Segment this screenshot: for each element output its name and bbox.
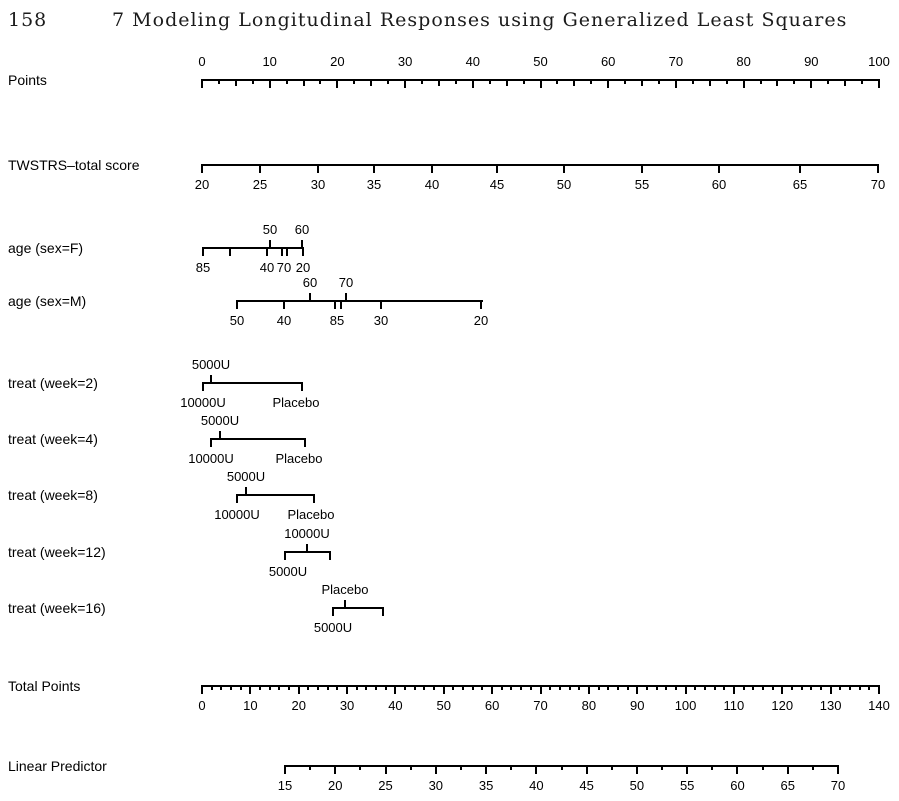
axis-value-label: 5000U [200,413,240,428]
axis-value-label: 55 [634,177,650,192]
major-tick [685,686,687,694]
axis-label-age-sex-m: age (sex=M) [8,293,87,309]
axis-value-label: 10000U [180,395,226,410]
axis-tick [219,431,221,439]
axis-value-label: 30 [373,313,389,328]
major-tick [443,686,445,694]
axis-tick [236,495,238,503]
major-tick [607,80,609,88]
axis-value-label: 10000U [214,507,260,522]
minor-tick [523,80,525,84]
axis-label-treat-week-8: treat (week=8) [8,487,98,503]
axis-tick [332,608,334,616]
axis-value-label: 30 [310,177,326,192]
axis-tick [281,248,283,256]
axis-label-treat-week-2: treat (week=2) [8,375,98,391]
axis-tick [496,165,498,173]
axis-tick [302,248,304,256]
minor-tick [694,686,696,690]
axis-value-label: 60 [730,778,745,793]
axis-value-label: 40 [465,54,481,69]
axis-value-label: 120 [771,698,794,713]
minor-tick [752,686,754,690]
axis-tick [334,301,336,309]
minor-tick [252,80,254,84]
minor-tick [211,686,213,690]
minor-tick [762,766,764,770]
minor-tick [307,686,309,690]
axis-value-label: 50 [629,778,645,793]
minor-tick [810,686,812,690]
axis-value-label: 70 [338,275,354,290]
minor-tick [278,686,280,690]
mid-tick [506,80,508,86]
axis-tick [229,248,231,256]
axis-line-treat-week-4 [210,438,306,440]
axis-tick [301,383,303,391]
minor-tick [617,686,619,690]
minor-tick [812,766,814,770]
axis-value-label: 20 [328,778,343,793]
axis-value-label: 15 [277,778,293,793]
major-tick [736,766,738,774]
minor-tick [530,686,532,690]
mid-tick [844,80,846,86]
axis-value-label: 5000U [191,357,231,372]
axis-value-label: 85 [195,260,211,275]
minor-tick [423,686,425,690]
minor-tick [723,686,725,690]
axis-line-treat-week-8 [236,494,315,496]
major-tick [385,766,387,774]
minor-tick [319,80,321,84]
axis-line-twstrs-total-score [201,164,879,166]
axis-value-label: 20 [330,54,345,69]
major-tick [284,766,286,774]
axis-tick [563,165,565,173]
axis-tick [286,248,288,256]
minor-tick [218,80,220,84]
major-tick [743,80,745,88]
major-tick [787,766,789,774]
major-tick [540,80,542,88]
axis-value-label: 5000U [313,620,353,635]
axis-value-label: 40 [388,698,403,713]
axis-value-label: 35 [366,177,382,192]
minor-tick [472,686,474,690]
axis-tick [284,552,286,560]
minor-tick [839,686,841,690]
axis-tick [373,165,375,173]
mid-tick [235,80,237,86]
minor-tick [569,686,571,690]
minor-tick [489,80,491,84]
axis-value-label: 60 [294,222,310,237]
axis-value-label: Placebo [321,582,369,597]
minor-tick [410,766,412,770]
major-tick [336,80,338,88]
mid-tick [438,80,440,86]
minor-tick [849,686,851,690]
minor-tick [259,686,261,690]
axis-value-label: 50 [229,313,245,328]
minor-tick [288,686,290,690]
major-tick [249,686,251,694]
axis-value-label: 20 [295,260,311,275]
minor-tick [220,686,222,690]
axis-label-treat-week-16: treat (week=16) [8,600,106,616]
axis-value-label: 20 [194,177,210,192]
major-tick [269,80,271,88]
minor-tick [861,80,863,84]
axis-value-label: 45 [489,177,505,192]
minor-tick [365,686,367,690]
axis-tick [799,165,801,173]
axis-value-label: 100 [868,54,890,69]
minor-tick [452,686,454,690]
axis-tick [480,301,482,309]
axis-tick [304,439,306,447]
major-tick [686,766,688,774]
axis-value-label: 30 [339,698,355,713]
axis-value-label: 60 [600,54,616,69]
axis-tick [236,301,238,309]
axis-tick [718,165,720,173]
axis-label-total-points: Total Points [8,678,81,694]
axis-tick [266,248,268,256]
minor-tick [460,766,462,770]
axis-label-linear-predictor: Linear Predictor [8,758,107,774]
axis-tick [380,301,382,309]
axis-tick [306,544,308,552]
minor-tick [501,686,503,690]
axis-value-label: 70 [870,177,886,192]
major-tick [201,80,203,88]
minor-tick [549,686,551,690]
axis-tick [431,165,433,173]
major-tick [675,80,677,88]
axis-value-label: 90 [804,54,819,69]
axis-tick [201,165,203,173]
axis-value-label: 50 [262,222,278,237]
axis-line-treat-week-16 [332,607,384,609]
minor-tick [801,686,803,690]
axis-value-label: 70 [830,778,846,793]
major-tick [201,686,203,694]
axis-value-label: 40 [424,177,440,192]
axis-tick [641,165,643,173]
minor-tick [385,686,387,690]
major-tick [878,80,880,88]
minor-tick [743,686,745,690]
minor-tick [309,766,311,770]
axis-tick [309,293,311,301]
axis-tick [245,487,247,495]
axis-value-label: 40 [259,260,275,275]
minor-tick [658,80,660,84]
major-tick [346,686,348,694]
minor-tick [868,686,870,690]
minor-tick [462,686,464,690]
minor-tick [692,80,694,84]
axis-value-label: Placebo [287,507,335,522]
axis-label-age-sex-f: age (sex=F) [8,240,84,256]
axis-value-label: 5000U [268,564,308,579]
axis-tick [313,495,315,503]
axis-label-twstrs-total-score: TWSTRS–total score [8,157,140,173]
minor-tick [375,686,377,690]
minor-tick [317,686,319,690]
axis-tick [202,248,204,256]
major-tick [435,766,437,774]
axis-value-label: 30 [397,54,413,69]
axis-value-label: 90 [629,698,645,713]
mid-tick [641,80,643,86]
axis-value-label: 25 [378,778,393,793]
axis-value-label: 45 [579,778,594,793]
minor-tick [598,686,600,690]
minor-tick [827,80,829,84]
minor-tick [607,686,609,690]
axis-value-label: 80 [581,698,597,713]
axis-value-label: 10000U [188,451,234,466]
major-tick [878,686,880,694]
axis-value-label: 50 [556,177,572,192]
axis-value-label: 70 [668,54,684,69]
axis-value-label: 65 [792,177,808,192]
minor-tick [793,80,795,84]
chapter-header: 7 Modeling Longitudinal Responses using Generalized Least Squares [112,9,848,31]
axis-value-label: 0 [198,54,206,69]
axis-line-age-sex-m [236,300,483,302]
axis-tick [345,293,347,301]
axis-tick [283,301,285,309]
minor-tick [624,80,626,84]
minor-tick [762,686,764,690]
axis-tick [210,375,212,383]
axis-value-label: 65 [780,778,795,793]
axis-value-label: 60 [484,698,500,713]
major-tick [588,686,590,694]
minor-tick [286,80,288,84]
mid-tick [709,80,711,86]
minor-tick [820,686,822,690]
minor-tick [772,686,774,690]
minor-tick [859,686,861,690]
page-number: 158 [8,9,48,31]
axis-tick [317,165,319,173]
axis-tick [329,552,331,560]
major-tick [334,766,336,774]
axis-label-treat-week-4: treat (week=4) [8,431,98,447]
major-tick [485,766,487,774]
minor-tick [556,80,558,84]
axis-line-age-sex-f [202,247,304,249]
minor-tick [414,686,416,690]
minor-tick [269,686,271,690]
axis-tick [344,600,346,608]
axis-value-label: 25 [252,177,268,192]
axis-label-treat-week-12: treat (week=12) [8,544,106,560]
axis-value-label: 100 [674,698,697,713]
minor-tick [791,686,793,690]
mid-tick [303,80,305,86]
mid-tick [776,80,778,86]
axis-tick [301,240,303,248]
axis-value-label: 80 [736,54,751,69]
minor-tick [240,686,242,690]
major-tick [733,686,735,694]
minor-tick [510,766,512,770]
minor-tick [481,686,483,690]
axis-value-label: 85 [329,313,345,328]
minor-tick [726,80,728,84]
axis-value-label: 30 [428,778,444,793]
axis-value-label: 110 [723,698,745,713]
axis-value-label: 10000U [284,526,330,541]
axis-value-label: 70 [276,260,292,275]
mid-tick [370,80,372,86]
axis-value-label: 140 [868,698,890,713]
major-tick [404,80,406,88]
minor-tick [714,686,716,690]
major-tick [781,686,783,694]
major-tick [636,766,638,774]
axis-value-label: 50 [533,54,548,69]
axis-tick [202,383,204,391]
axis-value-label: 40 [529,778,544,793]
minor-tick [510,686,512,690]
major-tick [810,80,812,88]
minor-tick [559,686,561,690]
minor-tick [711,766,713,770]
minor-tick [230,686,232,690]
axis-value-label: 40 [276,313,292,328]
axis-value-label: 130 [819,698,842,713]
axis-value-label: 60 [302,275,318,290]
axis-value-label: 20 [473,313,489,328]
minor-tick [336,686,338,690]
minor-tick [646,686,648,690]
major-tick [540,686,542,694]
axis-value-label: 70 [533,698,548,713]
minor-tick [661,766,663,770]
axis-value-label: 10 [262,54,277,69]
mid-tick [573,80,575,86]
minor-tick [353,80,355,84]
axis-tick [269,240,271,248]
minor-tick [675,686,677,690]
major-tick [636,686,638,694]
major-tick [298,686,300,694]
axis-value-label: Placebo [272,395,320,410]
axis-line-treat-week-2 [202,382,303,384]
axis-value-label: Placebo [275,451,323,466]
axis-value-label: 5000U [226,469,266,484]
major-tick [491,686,493,694]
axis-value-label: 55 [679,778,695,793]
minor-tick [433,686,435,690]
major-tick [586,766,588,774]
axis-value-label: 50 [436,698,452,713]
minor-tick [627,686,629,690]
minor-tick [327,686,329,690]
axis-tick [382,608,384,616]
minor-tick [359,766,361,770]
minor-tick [665,686,667,690]
minor-tick [704,686,706,690]
axis-value-label: 35 [478,778,494,793]
axis-tick [210,439,212,447]
axis-tick [259,165,261,173]
minor-tick [611,766,613,770]
minor-tick [590,80,592,84]
axis-label-points: Points [8,72,47,88]
major-tick [394,686,396,694]
minor-tick [520,686,522,690]
minor-tick [421,80,423,84]
minor-tick [387,80,389,84]
axis-tick [340,301,342,309]
minor-tick [656,686,658,690]
minor-tick [455,80,457,84]
axis-value-label: 0 [198,698,206,713]
minor-tick [578,686,580,690]
major-tick [830,686,832,694]
major-tick [837,766,839,774]
axis-value-label: 60 [711,177,727,192]
minor-tick [404,686,406,690]
minor-tick [760,80,762,84]
axis-tick [877,165,879,173]
axis-value-label: 20 [291,698,306,713]
minor-tick [356,686,358,690]
major-tick [472,80,474,88]
axis-value-label: 10 [243,698,258,713]
major-tick [535,766,537,774]
minor-tick [561,766,563,770]
